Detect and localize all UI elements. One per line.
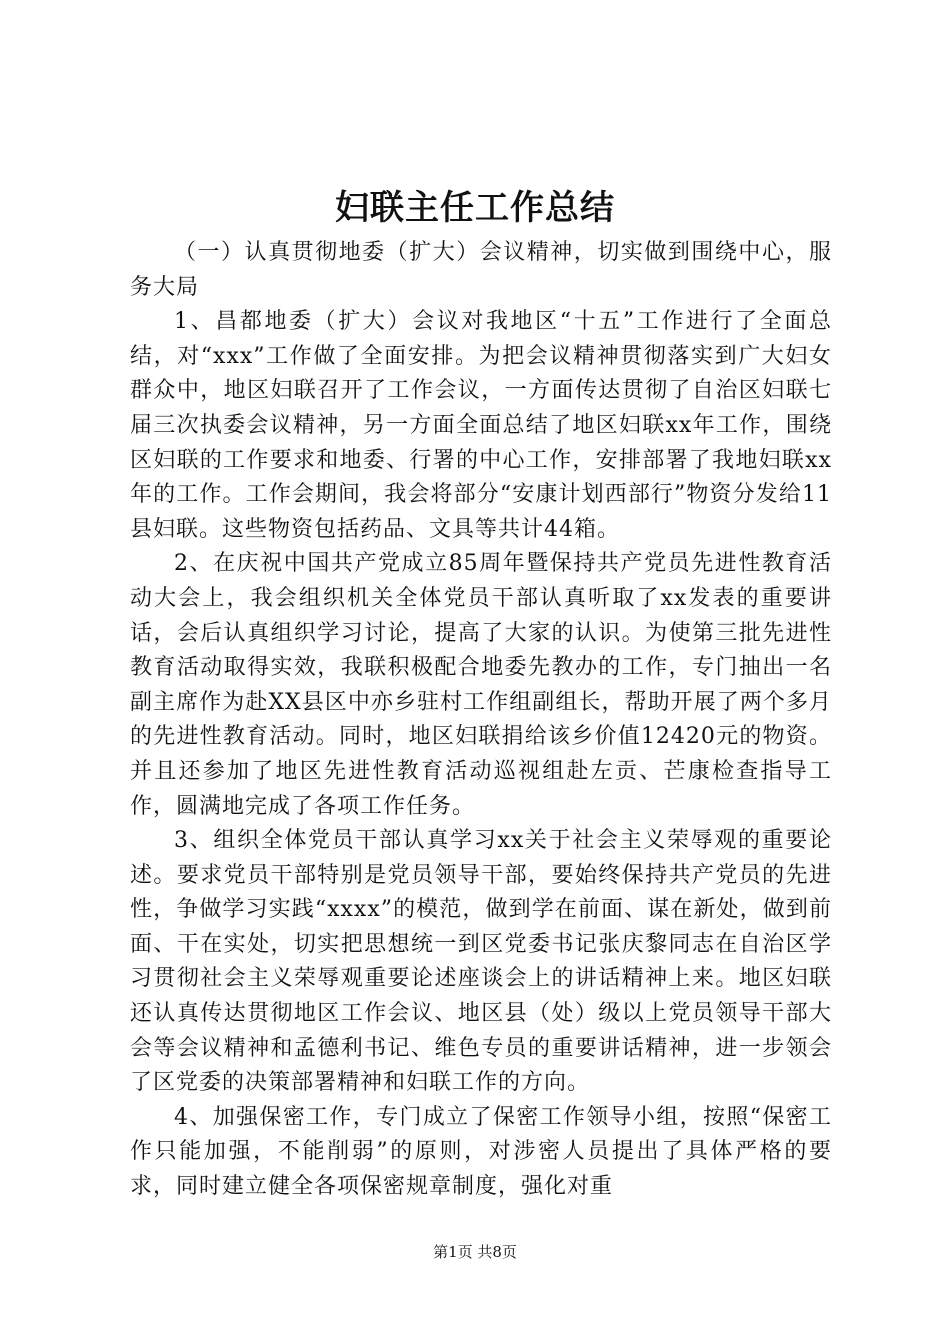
paragraph-2: 2、在庆祝中国共产党成立85周年暨保持共产党员先进性教育活动大会上，我会组织机关全体党员干部认真听取了xx发表的重要讲话，会后认真组织学习讨论，提高了大家的认识。为使第三批先进性教育活动取得实效，我联积极配合地委先教办的工作，专门抽出一名副主席作为赴XX县区中亦乡驻村工作组副组长，帮助开展了两个多月的先进性教育活动。同时，地区妇联捐给该乡价值12420元的物资。并且还参加了地区先进性教育活动巡视组赴左贡、芒康检查指导工作，圆满地完成了各项工作任务。 [130,551,832,819]
paragraph-4: 4、加强保密工作，专门成立了保密工作领导小组，按照“保密工作只能加强，不能削弱”的原则，对涉密人员提出了具体严格的要求，同时建立健全各项保密规章制度，强化对重 [130,1104,832,1200]
paragraph-3: 3、组织全体党员干部认真学习xx关于社会主义荣辱观的重要论述。要求党员干部特别是党员领导干部，要始终保持共产党员的先进性，争做学习实践“xxxx”的模范，做到学在前面、谋在新处，做到前面、干在实处，切实把思想统一到区党委书记张庆黎同志在自治区学习贯彻社会主义荣辱观重要论述座谈会上的讲话精神上来。地区妇联还认真传达贯彻地区工作会议、地区县（处）级以上党员领导干部大会等会议精神和孟德利书记、维色专员的重要讲话精神，进一步领会了区党委的决策部署精神和妇联工作的方向。 [130,828,832,1096]
section-heading-paragraph: （一）认真贯彻地委（扩大）会议精神，切实做到围绕中心，服务大局 [130,240,832,300]
page-footer: 第1页 共8页 [433,1243,517,1261]
document-title: 妇联主任工作总结 [335,188,615,228]
document-body [130,236,832,1205]
paragraph-1: 1、昌都地委（扩大）会议对我地区“十五”工作进行了全面总结，对“xxx”工作做了全面安排。为把会议精神贯彻落实到广大妇女群众中，地区妇联召开了工作会议，一方面传达贯彻了自治区妇联七届三次执委会议精神，另一方面全面总结了地区妇联xx年工作，围绕区妇联的工作要求和地委、行署的中心工作，安排部署了我地妇联xx年的工作。工作会期间，我会将部分“安康计划西部行”物资分发给11县妇联。这些物资包括药品、文具等共计44箱。 [130,309,832,542]
